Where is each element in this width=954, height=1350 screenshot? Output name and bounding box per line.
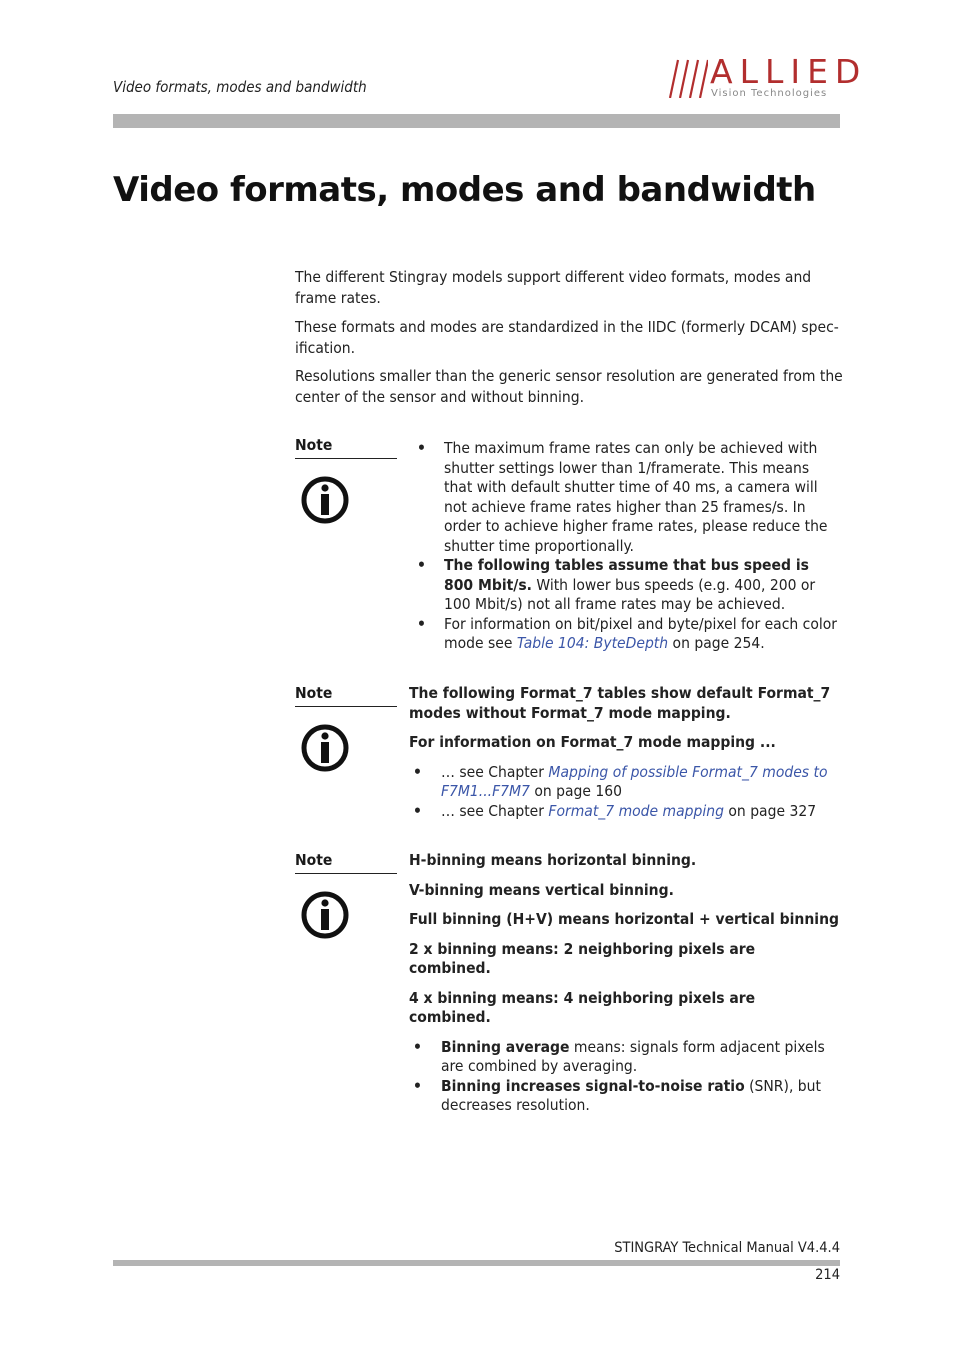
- list-item: • The maximum frame rates can only be achieved with shutter settings lower than 1/framerate. This means that with default shutter time of 40 ms, a camera will not achieve frame rates higher than 25 frames/s. In order to achieve higher frame rates, please reduce the shutter time proportionally.: [409, 439, 839, 556]
- note-label: Note: [295, 684, 397, 707]
- note-body-2: [409, 684, 839, 821]
- note-paragraph: H-binning means horizontal binning.: [409, 851, 697, 869]
- list-item: • For information on bit/pixel and byte/pixel for each color mode see Table 104: ByteDepth on page 254.: [409, 615, 839, 654]
- page-title: Video formats, modes and bandwidth: [113, 170, 816, 210]
- footer-manual-title: STINGRAY Technical Manual V4.4.4: [614, 1240, 840, 1256]
- list-item: • Binning increases signal-to-noise ratio (SNR), but decreases resolution.: [409, 1077, 839, 1116]
- info-icon: [300, 723, 350, 773]
- info-icon: [300, 475, 350, 525]
- logo-text: ALLIED: [710, 52, 868, 91]
- logo-slashes-icon: [668, 58, 708, 98]
- format7-mapping-chapter-link[interactable]: Mapping of possible Format_7 modes to F7M1...F7M7: [441, 762, 828, 800]
- note-label: Note: [295, 851, 397, 874]
- note-body-1: [409, 439, 839, 654]
- header-rule: [113, 114, 840, 128]
- note-paragraph: 4 x binning means: 4 neighboring pixels are combined.: [409, 988, 756, 1026]
- footer-rule: [113, 1260, 840, 1266]
- note-paragraph: 2 x binning means: 2 neighboring pixels are combined.: [409, 939, 756, 977]
- list-item: • … see Chapter Mapping of possible Format_7 modes to F7M1...F7M7 on page 160: [409, 763, 839, 802]
- note-paragraph: For information on Format_7 mode mapping ...: [409, 733, 776, 751]
- intro-paragraph-1: The different Stingray models support different video formats, modes and frame rates.: [295, 268, 812, 307]
- list-item: • … see Chapter Format_7 mode mapping on page 327: [409, 802, 839, 822]
- allied-logo: [668, 52, 868, 102]
- note-paragraph: Full binning (H+V) means horizontal + vertical binning: [409, 910, 839, 928]
- running-header: Video formats, modes and bandwidth: [113, 78, 367, 96]
- list-item: • The following tables assume that bus speed is 800 Mbit/s. With lower bus speeds (e.g. 400, 200 or 100 Mbit/s) not all frame rates may be achieved.: [409, 556, 839, 615]
- page-number: 214: [815, 1267, 840, 1283]
- logo-subtext: Vision Technologies: [711, 88, 828, 99]
- note-body-3: [409, 851, 839, 1116]
- note-label: Note: [295, 436, 397, 459]
- note-paragraph: The following Format_7 tables show default Format_7 modes without Format_7 mode mapping.: [409, 684, 831, 722]
- bytedepth-table-link[interactable]: Table 104: ByteDepth: [516, 634, 669, 652]
- list-item: • Binning average means: signals form adjacent pixels are combined by averaging.: [409, 1038, 839, 1077]
- format7-mode-mapping-link[interactable]: Format_7 mode mapping: [548, 801, 724, 820]
- intro-paragraph-3: Resolutions smaller than the generic sensor resolution are generated from the center of the sensor and without binning.: [295, 367, 843, 406]
- info-icon: [300, 890, 350, 940]
- intro-paragraph-2: These formats and modes are standardized in the IIDC (formerly DCAM) spec-ification.: [295, 318, 839, 357]
- note-paragraph: V-binning means vertical binning.: [409, 880, 674, 899]
